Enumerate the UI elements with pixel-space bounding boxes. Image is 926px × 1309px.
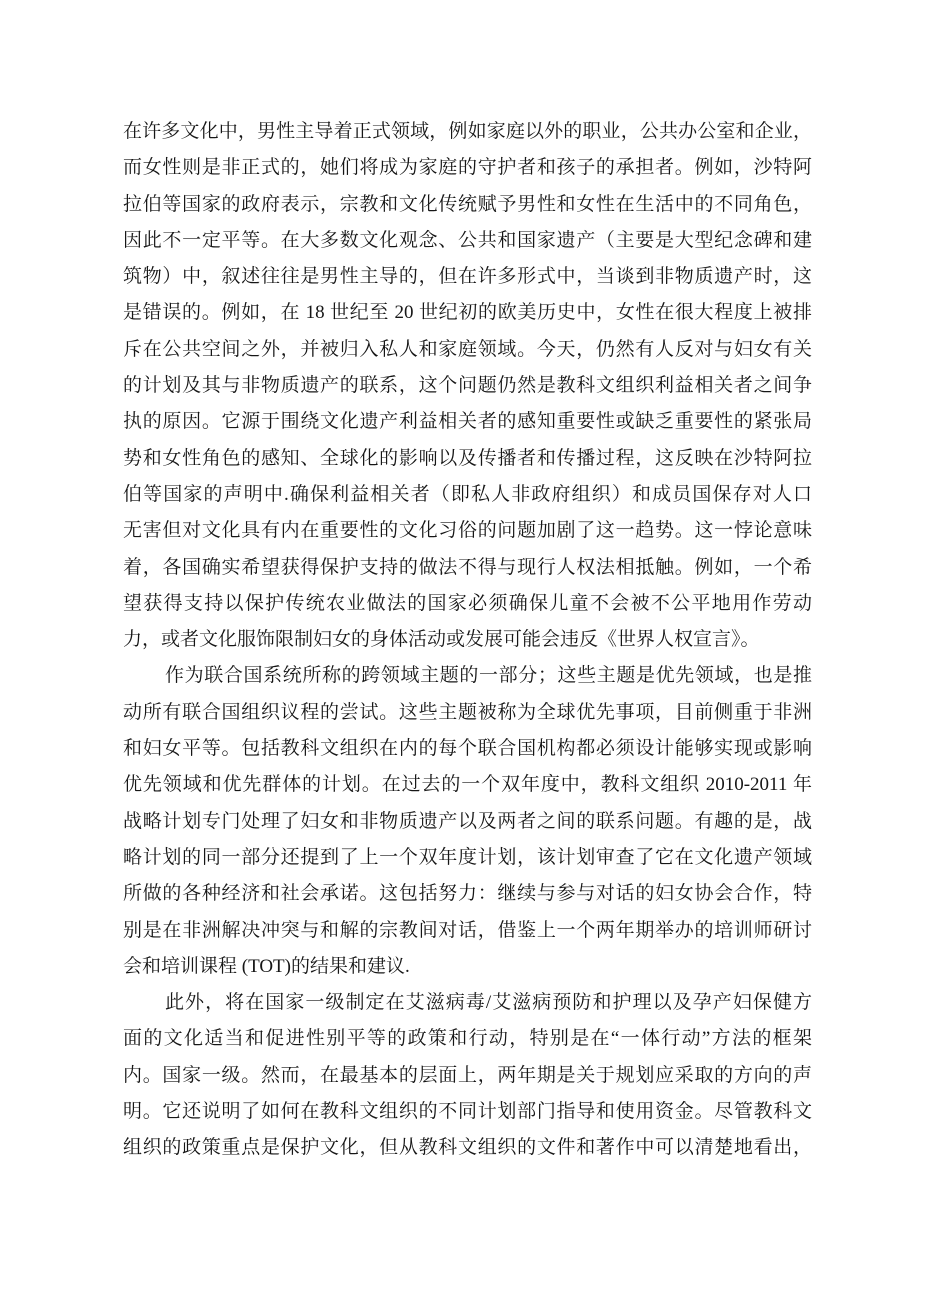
text-line: 内。国家一级。然而，在最基本的层面上，两年期是关于规划应采取的方向的声 — [123, 1064, 812, 1086]
text-line: 战略计划专门处理了妇女和非物质遗产以及两者之间的联系问题。有趣的是，战 — [123, 810, 812, 832]
text-line: 组织的政策重点是保护文化，但从教科文组织的文件和著作中可以清楚地看出， — [123, 1137, 812, 1159]
text-line: 伯等国家的声明中.确保利益相关者（即私人非政府组织）和成员国保存对人口 — [123, 483, 812, 505]
text-line: 因此不一定平等。在大多数文化观念、公共和国家遗产（主要是大型纪念碑和建 — [123, 229, 812, 251]
text-line: 此外，将在国家一级制定在艾滋病毒/艾滋病预防和护理以及孕产妇保健方 — [165, 992, 812, 1014]
text-line: 在许多文化中，男性主导着正式领域，例如家庭以外的职业，公共办公室和企业， — [123, 121, 812, 142]
paragraph-2 — [123, 658, 812, 985]
text-line: 着，各国确实希望获得保护支持的做法不得与现行人权法相抵触。例如，一个希 — [123, 556, 812, 578]
text-line: 所做的各种经济和社会承诺。这包括努力：继续与参与对话的妇女协会合作，特 — [123, 883, 812, 905]
text-block — [123, 114, 812, 1167]
text-line: 力，或者文化服饰限制妇女的身体活动或发展可能会违反《世界人权宣言》。 — [123, 629, 760, 651]
text-line: 无害但对文化具有内在重要性的文化习俗的问题加剧了这一趋势。这一悖论意味 — [123, 520, 812, 542]
text-line: 的计划及其与非物质遗产的联系，这个问题仍然是教科文组织利益相关者之间争 — [123, 375, 812, 397]
paragraph-1 — [123, 114, 812, 658]
text-line: 别是在非洲解决冲突与和解的宗教间对话，借鉴上一个两年期举办的培训师研讨 — [123, 919, 812, 941]
text-line: 明。它还说明了如何在教科文组织的不同计划部门指导和使用资金。尽管教科文 — [123, 1101, 812, 1123]
text-line: 势和女性角色的感知、全球化的影响以及传播者和传播过程，这反映在沙特阿拉 — [123, 447, 812, 469]
text-line: 执的原因。它源于围绕文化遗产利益相关者的感知重要性或缺乏重要性的紧张局 — [123, 411, 812, 433]
text-line: 是错误的。例如，在 18 世纪至 20 世纪初的欧美历史中，女性在很大程度上被排 — [123, 302, 812, 324]
text-line: 望获得支持以保护传统农业做法的国家必须确保儿童不会被不公平地用作劳动 — [123, 592, 812, 614]
text-line: 而女性则是非正式的，她们将成为家庭的守护者和孩子的承担者。例如，沙特阿 — [123, 157, 812, 179]
text-line: 筑物）中，叙述往往是男性主导的，但在许多形式中，当谈到非物质遗产时，这 — [123, 266, 812, 288]
text-line: 会和培训课程 (TOT)的结果和建议. — [123, 955, 410, 977]
text-line: 斥在公共空间之外，并被归入私人和家庭领域。今天，仍然有人反对与妇女有关 — [123, 338, 812, 360]
text-line: 拉伯等国家的政府表示，宗教和文化传统赋予男性和女性在生活中的不同角色， — [123, 193, 812, 215]
text-line: 作为联合国系统所称的跨领域主题的一部分；这些主题是优先领域，也是推 — [165, 665, 812, 687]
text-line: 优先领域和优先群体的计划。在过去的一个双年度中，教科文组织 2010-2011 年 — [123, 774, 812, 796]
text-line: 和妇女平等。包括教科文组织在内的每个联合国机构都必须设计能够实现或影响 — [123, 738, 812, 760]
text-line: 面的文化适当和促进性别平等的政策和行动，特别是在“一体行动”方法的框架 — [123, 1028, 812, 1050]
text-line: 动所有联合国组织议程的尝试。这些主题被称为全球优先事项，目前侧重于非洲 — [123, 701, 812, 723]
paragraph-3 — [123, 985, 812, 1166]
text-line: 略计划的同一部分还提到了上一个双年度计划，该计划审查了它在文化遗产领域 — [123, 846, 812, 868]
